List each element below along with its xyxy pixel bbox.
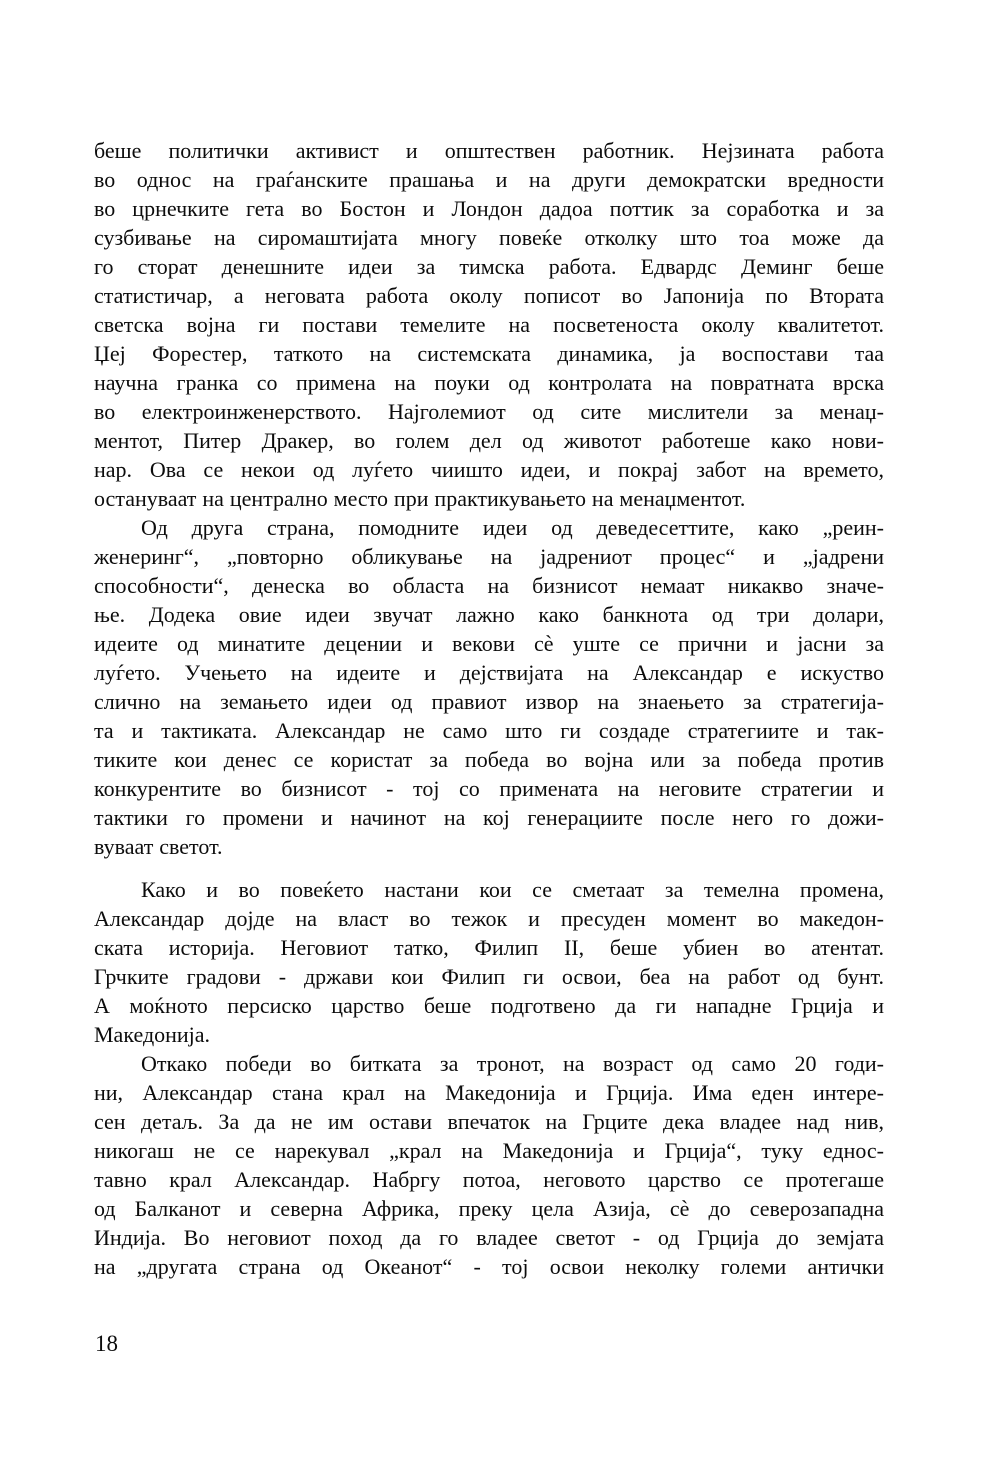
text-line: конкурентите во бизнисот - тој со примената на неговите стратегии и [94,776,884,801]
text-line: та и тактиката. Александар не само што ги создаде стратегиите и так- [94,718,884,743]
text-line: научна гранка со примена на поуки од контролата на повратната врска [94,370,884,395]
text-line: ментот, Питер Дракер, во голем дел од животот работеше како нови- [94,428,884,453]
text-line: сузбивање на сиромаштијата многу повеќе отколку што тоа може да [94,225,884,250]
paragraph [94,513,884,861]
text-line: луѓето. Учењето на идеите и дејствијата на Александар е искуство [94,660,884,685]
text-line: ни, Александар стана крал на Македонија и Грција. Има еден интере- [94,1080,884,1105]
text-line: во црнечките гета во Бостон и Лондон дадоа поттик за соработка и за [94,196,884,221]
text-line: беше политички активист и општествен работник. Нејзината работа [94,138,884,163]
text-line: тиките кои денес се користат за победа во војна или за победа против [94,747,884,772]
text-line: во однос на граѓанските прашања и на други демократски вредности [94,167,884,192]
text-line: Како и во повеќето настани кои се сметаат за темелна промена, [141,877,884,902]
text-line: го сторат денешните идеи за тимска работа. Едвардс Деминг беше [94,254,884,279]
text-line: Откако победи во битката за тронот, на возраст од само 20 годи- [141,1051,884,1076]
page-text [94,136,884,1281]
text-line: тактики го промени и начинот на кој генерациите после него го дожи- [94,805,884,830]
text-line: на „другата страна од Океанот“ - тој освои неколку големи антички [94,1254,884,1279]
text-line: сен детаљ. За да не им остави впечаток на Грците дека владее над нив, [94,1109,884,1134]
text-line: Џеј Форестер, таткото на системската динамика, ја воспостави таа [94,341,884,366]
text-line: статистичар, а неговата работа околу пописот во Јапонија по Втората [94,283,884,308]
text-line: А моќното персиско царство беше подготвено да ги нападне Грција и [94,993,884,1018]
text-line: женеринг“, „повторно обликување на јадрениот процес“ и „јадрени [94,544,884,569]
text-line: остануваат на централно место при практикувањето на менаџментот. [94,486,746,511]
text-line: вуваат светот. [94,834,223,859]
page-number: 18 [95,1331,118,1356]
text-line: нар. Ова се некои од луѓето чиишто идеи, и покрај забот на времето, [94,457,884,482]
paragraph [94,1049,884,1281]
text-line: од Балканот и северна Африка, преку цела Азија, сѐ до северозападна [94,1196,884,1221]
text-line: способности“, денеска во областа на бизнисот немаат никакво значе- [94,573,884,598]
text-line: идеите од минатите децении и векови сѐ уште се прични и јасни за [94,631,884,656]
text-line: во електроинженерството. Најголемиот од сите мислители за менаџ- [94,399,884,424]
text-line: никогаш не се нарекувал „крал на Македонија и Грција“, туку еднос- [94,1138,884,1163]
text-line: светска војна ги постави темелите на посветеноста околу квалитетот. [94,312,884,337]
text-line: тавно крал Александар. Набргу потоа, неговото царство се протегаше [94,1167,884,1192]
paragraph [94,875,884,1049]
text-line: ската историја. Неговиот татко, Филип II, беше убиен во атентат. [94,935,884,960]
paragraph [94,136,884,513]
text-line: ње. Додека овие идеи звучат лажно како банкнота од три долари, [94,602,884,627]
text-line: Македонија. [94,1022,211,1047]
text-line: Индија. Во неговиот поход да го владее светот - од Грција до земјата [94,1225,884,1250]
text-line: Од друга страна, помодните идеи од деведесеттите, како „реин- [141,515,884,540]
text-line: слично на земањето идеи од правиот извор на знаењето за стратегија- [94,689,884,714]
text-line: Александар дојде на власт во тежок и пресуден момент во македон- [94,906,884,931]
text-line: Грчките градови - држави кои Филип ги освои, беа на работ од бунт. [94,964,884,989]
